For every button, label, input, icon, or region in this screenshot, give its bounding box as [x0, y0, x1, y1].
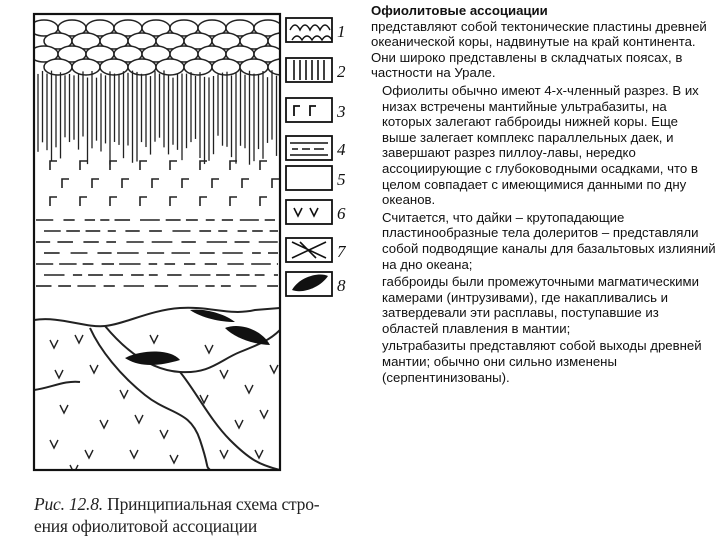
ophiolite-section-figure — [30, 10, 355, 480]
legend — [286, 18, 347, 296]
legend-item-4 — [286, 136, 346, 160]
caption-line-2: ения офиолитовой ассоциации — [34, 516, 258, 536]
legend-number: 7 — [337, 242, 346, 261]
pillow-lava-layer — [30, 20, 296, 75]
body-text — [371, 3, 716, 387]
paragraph-gabbro: габброиды были промежуточными магматическими камерами (интрузивами), где накапливались и затвердевали эти расплавы, поступавшие из областей плавления в мантии; — [382, 274, 699, 336]
chromite-lenses — [125, 310, 270, 365]
section-title: Офиолитовые ассоциации — [371, 3, 548, 18]
legend-number: 8 — [337, 276, 346, 295]
gabbro-layer — [50, 161, 279, 206]
legend-item-6 — [286, 200, 346, 224]
layered-gabbro-layer — [36, 220, 278, 286]
legend-item-5 — [286, 166, 346, 190]
paragraph-structure: Офиолиты обычно имеют 4-х-членный разрез. В их низах встречены мантийные ультрабазиты, на которых залегают габброиды нижней коры. Еще выше залегает комплекс параллельных даек, и завершают разрез пиллоу-лавы, нередко ассоциирующие с глубоководными осадками, что в целом совпадает с имеющимися данными по дну океанов. — [382, 82, 699, 208]
legend-number: 1 — [337, 22, 346, 41]
figure-caption — [34, 493, 364, 537]
paragraph-dikes: Считается, что дайки – крутопадающие пластинообразные тела долеритов – представляли собой подводящие каналы для базальтовых излияний на дно океана; — [382, 209, 716, 272]
caption-number: Рис. 12.8. — [34, 494, 103, 514]
intro-paragraph: представляют собой тектонические пластины древней океанической коры, надвинутые на край континента. Они широко представлены в складчатых поясах, в частности на Урале. — [371, 18, 707, 81]
legend-number: 5 — [337, 170, 346, 189]
ophiolite-column — [30, 20, 296, 473]
legend-item-7 — [286, 238, 347, 262]
sheeted-dikes-layer — [38, 70, 277, 165]
legend-item-2 — [286, 58, 346, 82]
legend-item-3 — [286, 98, 346, 122]
legend-number: 4 — [337, 140, 346, 159]
legend-number: 3 — [337, 102, 346, 121]
paragraph-ultramafics: ультрабазиты представляют собой выходы древней мантии; обычно они сильно изменены (серпентинизованы). — [382, 338, 702, 385]
caption-line-1 — [34, 493, 364, 515]
legend-number: 2 — [337, 62, 346, 81]
legend-item-1 — [286, 18, 346, 42]
legend-number: 6 — [337, 204, 346, 223]
caption-text: Принципиальная схема стро- — [107, 494, 320, 514]
legend-item-8 — [286, 272, 346, 296]
